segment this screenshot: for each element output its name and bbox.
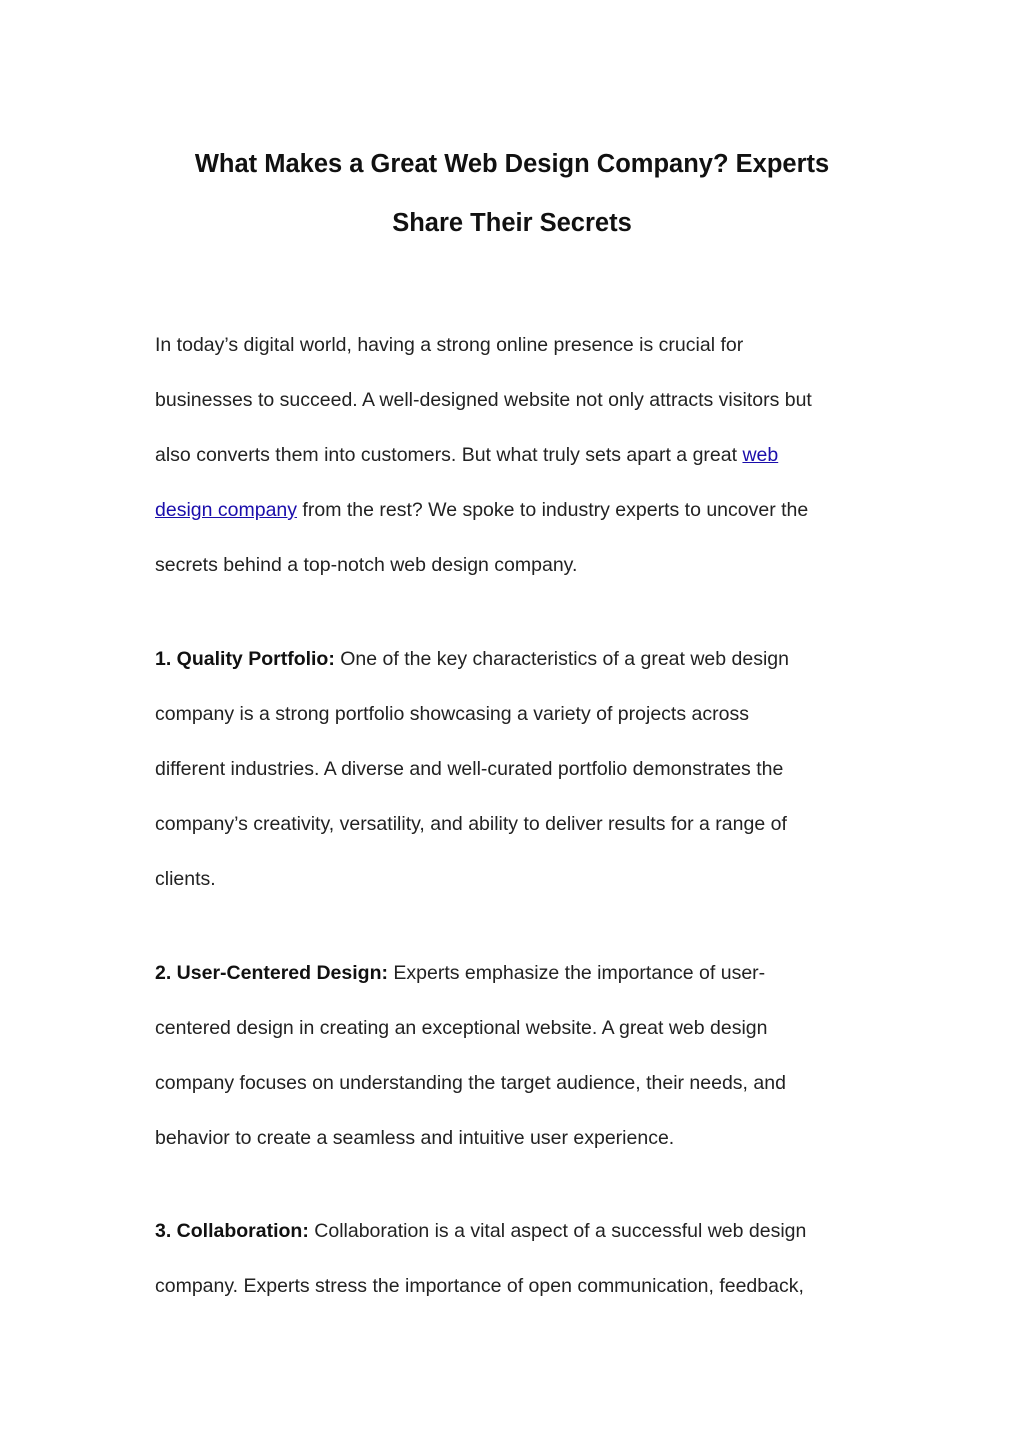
section-3-text: Collaboration is a vital aspect of a successful web design bbox=[308, 1220, 807, 1242]
web-design-company-link-continued[interactable]: design company bbox=[155, 499, 298, 521]
document-title-line-1: What Makes a Great Web Design Company? Experts bbox=[194, 150, 830, 178]
section-2-line: behavior to create a seamless and intuitive user experience. bbox=[155, 1127, 675, 1149]
intro-line bbox=[155, 498, 808, 522]
intro-line: In today’s digital world, having a strong online presence is crucial for bbox=[155, 334, 744, 356]
intro-line bbox=[155, 443, 778, 467]
intro-line: businesses to succeed. A well-designed website not only attracts visitors but bbox=[155, 389, 812, 411]
intro-line: secrets behind a top-notch web design company. bbox=[155, 554, 578, 576]
section-1-line: company is a strong portfolio showcasing a variety of projects across bbox=[155, 703, 749, 725]
section-1-line bbox=[155, 647, 789, 671]
section-1-line: clients. bbox=[155, 868, 216, 890]
section-1-line: company’s creativity, versatility, and ability to deliver results for a range of bbox=[155, 813, 787, 835]
intro-text: also converts them into customers. But what truly sets apart a great bbox=[155, 444, 743, 466]
section-1-line: different industries. A diverse and well-curated portfolio demonstrates the bbox=[155, 758, 784, 780]
intro-text: from the rest? We spoke to industry experts to uncover the bbox=[297, 499, 809, 521]
section-2-line: centered design in creating an exceptional website. A great web design bbox=[155, 1017, 768, 1039]
section-1-heading: 1. Quality Portfolio: bbox=[155, 648, 335, 670]
section-1-text: One of the key characteristics of a great web design bbox=[334, 648, 789, 670]
section-2-heading: 2. User-Centered Design: bbox=[155, 962, 388, 984]
section-2-line bbox=[155, 961, 765, 985]
web-design-company-link[interactable]: web bbox=[742, 444, 779, 466]
section-2-line: company focuses on understanding the target audience, their needs, and bbox=[155, 1072, 786, 1094]
section-3-heading: 3. Collaboration: bbox=[155, 1220, 309, 1242]
section-3-line bbox=[155, 1219, 806, 1243]
section-3-line: company. Experts stress the importance of open communication, feedback, bbox=[155, 1275, 804, 1297]
document-title-line-2: Share Their Secrets bbox=[392, 209, 632, 237]
section-2-text: Experts emphasize the importance of user- bbox=[387, 962, 766, 984]
